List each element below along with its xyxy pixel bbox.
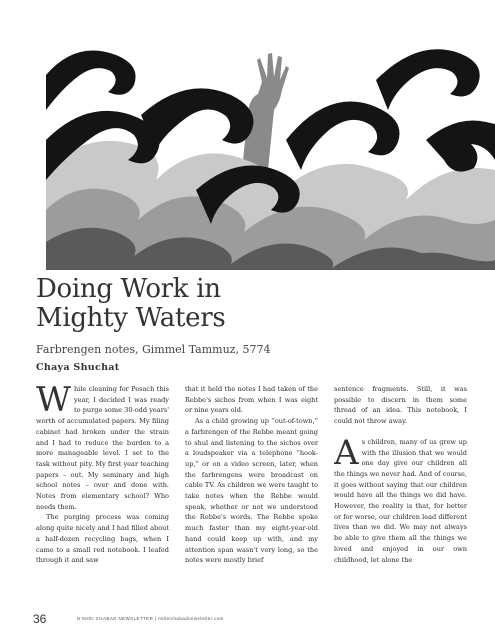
column-3 (334, 384, 467, 610)
article-subtitle: Farbrengen notes, Gimmel Tammuz, 5774 (36, 343, 271, 356)
column-2 (185, 384, 318, 610)
footer-publication (77, 616, 224, 621)
paragraph: sentence fragments. Still, it was possible to discern in them some thread of an idea. This notebook, I could not throw away. (334, 385, 467, 426)
paragraph-text: s children, many of us grew up with the illusion that we would one day give our children all the things we never had. And of course, it goes without saying that our children would have all the things we did have. However, the reality is that, for better or for worse, our children lead different lives than we did. We may not always be able to give them all the things we loved and enjoyed in our own childhood, let alone the (334, 437, 467, 564)
waves-illustration (46, 20, 495, 270)
paragraph: The purging process was coming along quite nicely and I had filled about a half-dozen recycling bags, when I came to a small red notebook. I leafed through it and saw (36, 513, 169, 565)
author-byline: Chaya Shuchat (36, 362, 120, 373)
title-line-1: Doing Work in (36, 274, 221, 304)
page-footer (33, 612, 463, 626)
column-1 (36, 384, 169, 610)
title-line-2: Mighty Waters (36, 303, 226, 333)
article-title (36, 275, 456, 333)
waves-hand-image (46, 20, 495, 270)
publication-url: nsheichabadnewsletter.com (158, 616, 224, 621)
page-number: 36 (33, 612, 47, 626)
drop-cap: A (334, 432, 359, 473)
footer-separator: | (154, 616, 157, 621)
paragraph: As a child growing up “out-of-town,” a farbrengen of the Rebbe meant going to shul and listening to the sichos over a loudspeaker via a telephone “hook-up,” or on a video screen, later, when the farbrengens were broadcast on cable TV. As children we were taught to take notes when the Rebbe would speak, whether or not we understood the Rebbe's words. The Rebbe spoke much faster than my eight-year-old hand could keep up with, and my attention span wasn't very long, so the notes were mostly brief (185, 417, 318, 565)
paragraph: hile cleaning for Pesach this year, I decided I was ready to purge some 30-odd years' worth of accumulated papers. My filing cabinet had broken under the strain and I had to reduce the burden to a more manageable level. I set to the task without pity. My first year teaching papers – out. My seminary and high school notes – over and done with. Notes from elementary school? Who needs them. (36, 385, 169, 511)
paragraph (334, 432, 467, 565)
paragraph: that it held the notes I had taken of the Rebbe's sichos from when I was eight or nine years old. (185, 385, 318, 415)
drop-cap: W (36, 384, 71, 420)
publication-name: N'SHEI CHABAD NEWSLETTER (77, 616, 154, 621)
